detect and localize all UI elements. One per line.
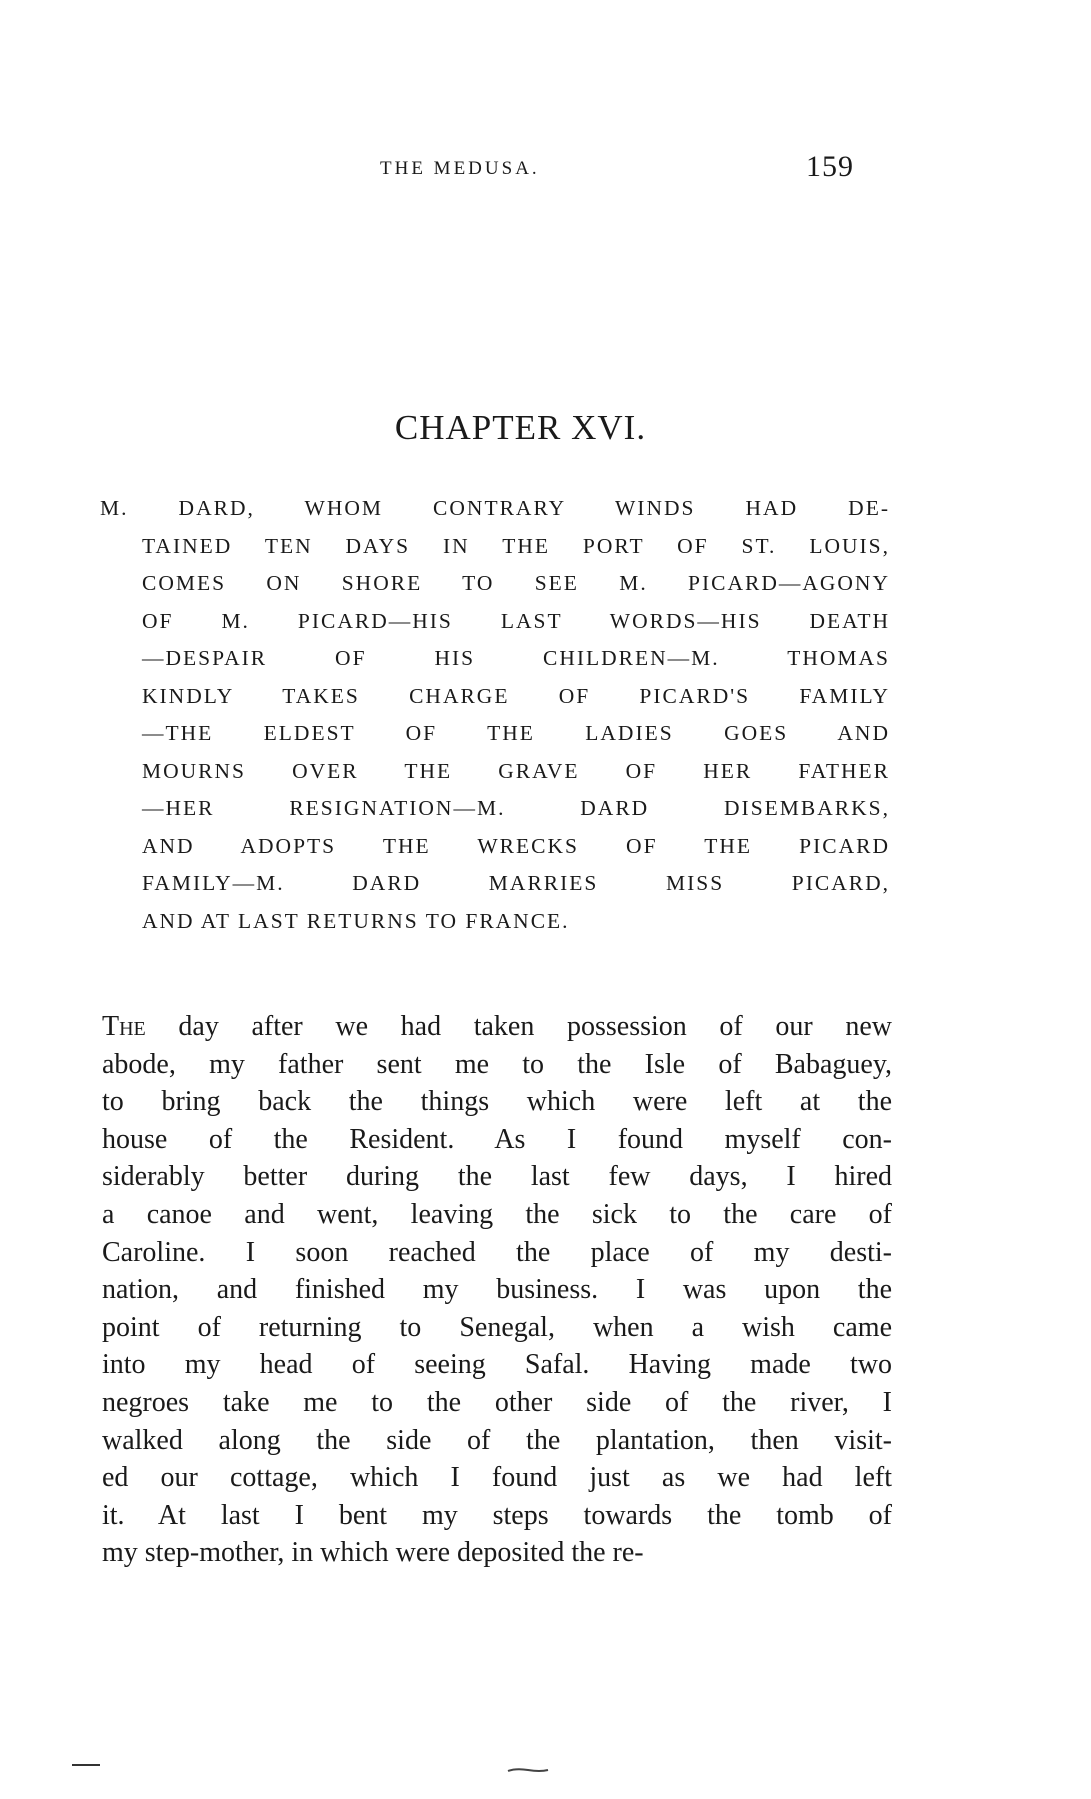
- opening-word: The: [102, 1011, 146, 1042]
- page-number: 159: [806, 150, 854, 183]
- argument-line: —DESPAIR OF HIS CHILDREN—M. THOMAS: [142, 646, 890, 670]
- chapter-argument: [100, 490, 890, 940]
- body-line: a canoe and went, leaving the sick to the care of: [102, 1198, 892, 1230]
- body-line: my step-mother, in which were deposited the re-: [102, 1537, 644, 1569]
- body-line: walked along the side of the plantation, then visit-: [102, 1424, 892, 1456]
- argument-line: M. DARD, WHOM CONTRARY WINDS HAD DE-: [100, 496, 890, 520]
- argument-line: TAINED TEN DAYS IN THE PORT OF ST. LOUIS,: [142, 533, 890, 558]
- argument-line: AND ADOPTS THE WRECKS OF THE PICARD: [142, 833, 890, 858]
- body-line: negroes take me to the other side of the river, I: [102, 1386, 892, 1418]
- body-line: into my head of seeing Safal. Having made two: [102, 1349, 892, 1381]
- argument-line: COMES ON SHORE TO SEE M. PICARD—AGONY: [142, 571, 890, 595]
- argument-line: —HER RESIGNATION—M. DARD DISEMBARKS,: [142, 796, 890, 820]
- running-title: THE MEDUSA.: [380, 158, 540, 179]
- argument-line: FAMILY—M. DARD MARRIES MISS PICARD,: [142, 871, 890, 895]
- argument-line: AND AT LAST RETURNS TO FRANCE.: [142, 908, 570, 933]
- body-line: it. At last I bent my steps towards the tomb of: [102, 1499, 892, 1531]
- argument-line: —THE ELDEST OF THE LADIES GOES AND: [142, 721, 890, 745]
- body-line: point of returning to Senegal, when a wish came: [102, 1311, 892, 1343]
- body-line: Caroline. I soon reached the place of my desti-: [102, 1236, 892, 1268]
- body-paragraph: [102, 1008, 892, 1572]
- argument-line: KINDLY TAKES CHARGE OF PICARD'S FAMILY: [142, 683, 890, 708]
- body-line-text: day after we had taken possession of our new: [145, 1011, 892, 1042]
- body-line: abode, my father sent me to the Isle of Babaguey,: [102, 1048, 892, 1080]
- body-line: to bring back the things which were left at the: [102, 1086, 892, 1118]
- footer-rule: [72, 1764, 100, 1766]
- chapter-title: CHAPTER XVI.: [394, 408, 647, 447]
- argument-line: MOURNS OVER THE GRAVE OF HER FATHER: [142, 758, 890, 783]
- running-head: [0, 150, 1091, 190]
- footer-ornament-icon: [506, 1767, 550, 1773]
- body-line: house of the Resident. As I found myself con-: [102, 1123, 892, 1155]
- argument-line: OF M. PICARD—HIS LAST WORDS—HIS DEATH: [142, 608, 890, 633]
- body-line: nation, and finished my business. I was upon the: [102, 1274, 892, 1306]
- body-line: [102, 1008, 892, 1046]
- body-line: ed our cottage, which I found just as we had left: [102, 1462, 892, 1494]
- body-line: siderably better during the last few days, I hired: [102, 1161, 892, 1193]
